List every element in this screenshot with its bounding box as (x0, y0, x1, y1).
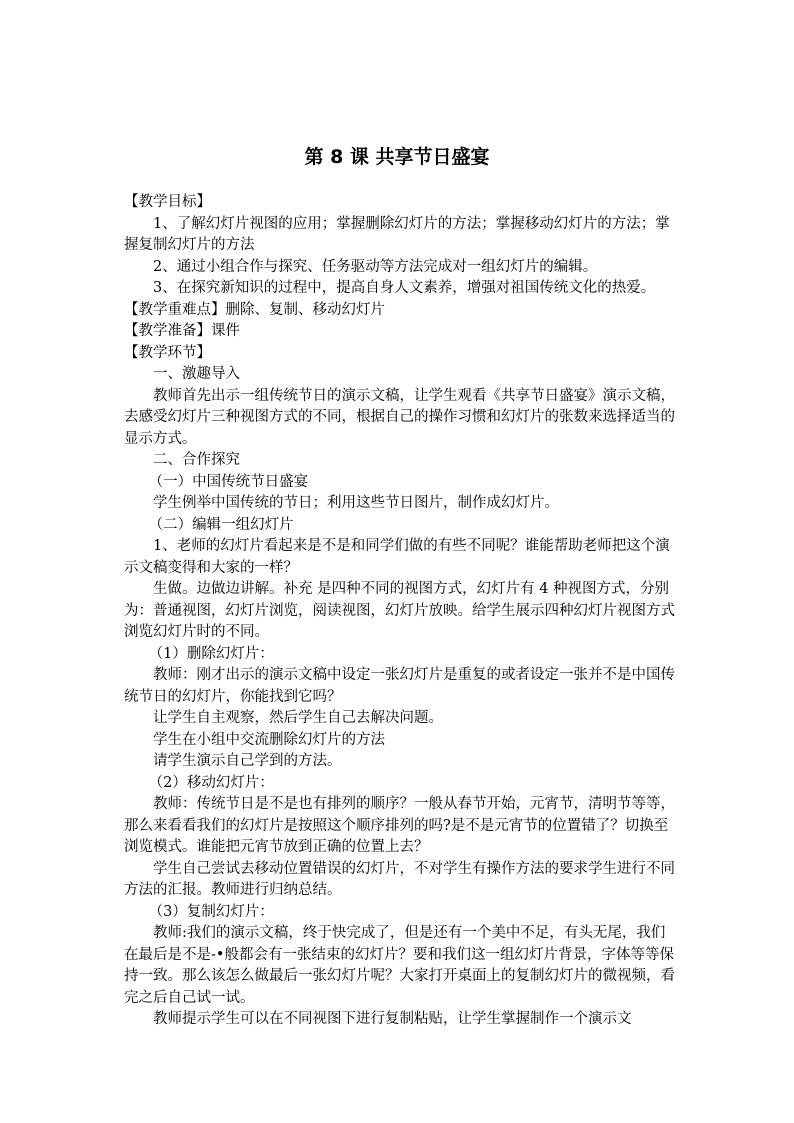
subheading: （二）编辑一组幻灯片 (148, 516, 294, 533)
subheading: （1）删除幻灯片： (148, 645, 274, 662)
paragraph: 教师提示学生可以在不同视图下进行复制粘贴，让学生掌握制作一个演示文 (153, 1011, 632, 1027)
paragraph: 教师:我们的演示文稿，终于快完成了，但是还有一个美中不足，有头无尾，我们在最后是不是-•般都会有一张结束的幻灯片？要和我们这一组幻灯片背景，字体等等保持一致。那么该怎么做最后一张幻灯片呢？大家打开桌面上的复制幻灯片的微视频，看完之后自己试一试。 (124, 925, 675, 1006)
subheading: 二、合作探究 (153, 452, 240, 468)
section-heading-procedure: 【教学环节】 (124, 344, 211, 361)
subheading: （2）移动幻灯片： (148, 774, 274, 791)
subheading: 一、激趣导入 (153, 366, 240, 382)
paragraph: 学生在小组中交流删除幻灯片的方法 (153, 731, 385, 748)
paragraph: 教师：刚才出示的演示文稿中设定一张幻灯片是重复的或者设定一张并不是中国传统节日的幻灯片，你能找到它吗？ (124, 667, 675, 705)
paragraph: 学生例举中国传统的节日；利用这些节日图片，制作成幻灯片。 (153, 495, 559, 511)
document-title: 第 8 课 共享节日盛宴 (304, 146, 490, 168)
paragraph: 1、了解幻灯片视图的应用；掌握删除幻灯片的方法；掌握移动幻灯片的方法；掌握复制幻灯片的方法 (124, 215, 670, 253)
paragraph: 1、老师的幻灯片看起来是不是和同学们做的有些不同呢？谁能帮助老师把这个演示文稿变得和大家的一样？ (124, 538, 670, 576)
document-body (124, 192, 676, 1031)
section-heading-key-points: 【教学重难点】删除、复制、移动幻灯片 (124, 301, 385, 318)
paragraph: 学生自己尝试去移动位置错误的幻灯片，不对学生有操作方法的要求学生进行不同方法的汇报。教师进行归纳总结。 (124, 860, 675, 898)
paragraph: 教师首先出示一组传统节日的演示文稿，让学生观看《共享节日盛宴》演示文稿，去感受幻灯片三种视图方式的不同，根据自己的操作习惯和幻灯片的张数来选择适当的显示方式。 (124, 387, 675, 447)
section-heading-objectives: 【教学目标】 (124, 194, 211, 210)
subheading: （3）复制幻灯片： (148, 903, 274, 920)
section-heading-preparation: 【教学准备】课件 (124, 323, 240, 339)
paragraph: 2、通过小组合作与探究、任务驱动等方法完成对一组幻灯片的编辑。 (153, 258, 598, 275)
subheading: （一）中国传统节日盛宴 (148, 473, 309, 490)
paragraph: 3、在探究新知识的过程中，提高自身人文素养，增强对祖国传统文化的热爱。 (153, 280, 656, 296)
paragraph: 让学生自主观察，然后学生自己去解决问题。 (153, 710, 443, 726)
paragraph: 请学生演示自己学到的方法。 (153, 753, 342, 769)
paragraph: 生做。边做边讲解。补充 是四种不同的视图方式，幻灯片有 4 种视图方式，分别为：普通视图，幻灯片浏览，阅读视图，幻灯片放映。给学生展示四种幻灯片视图方式浏览幻灯片时的不同。 (124, 581, 675, 640)
paragraph: 教师：传统节日是不是也有排列的顺序？一般从春节开始，元宵节，清明节等等，那么来看看我们的幻灯片是按照这个顺序排列的吗?是不是元宵节的位置错了？切换至浏览模式。谁能把元宵节放到正确的位置上去？ (124, 796, 675, 855)
